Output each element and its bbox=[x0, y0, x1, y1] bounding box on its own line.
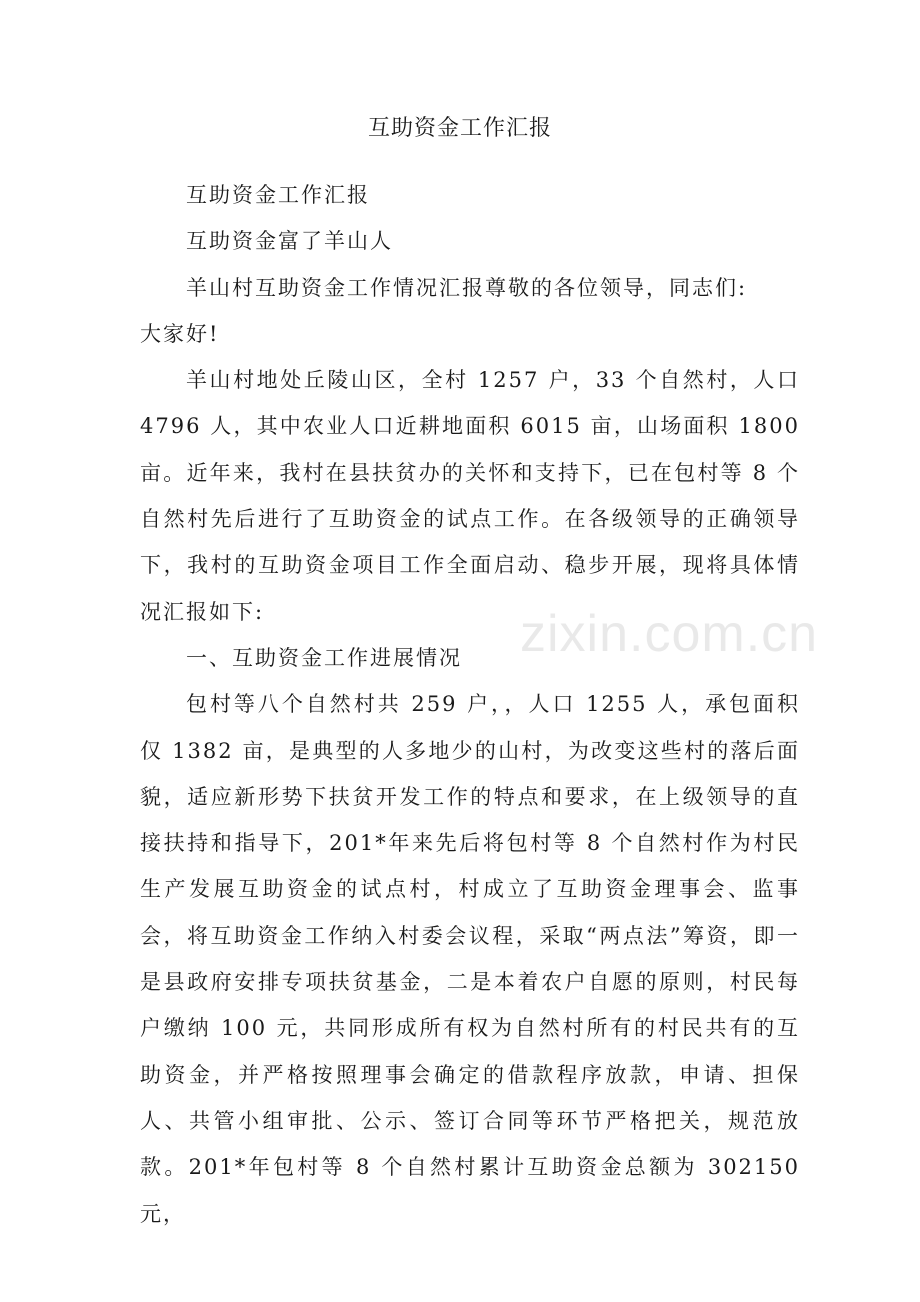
watermark-logo: zixin.com.cn bbox=[520, 605, 819, 663]
document-title: 互助资金工作汇报 bbox=[367, 116, 552, 141]
section-heading-progress: 一、互助资金工作进展情况 bbox=[186, 645, 462, 670]
paragraph-progress-details: 包村等八个自然村共 259 户，，人口 1255 人，承包面积仅 1382 亩，是典型的人多地少的山村，为改变这些村的落后面貌，适应新形势下扶贫开发工作的特点和要求，在上级领导的直接扶持和指导下，201*年来先后将包村等 8 个自然村作为村民生产发展互助资金的试点村，村成立了互助资金理事会、监事会，将互助资金工作纳入村委会议程，采取“两点法”筹资，即一是县政府安排专项扶贫基金，二是本着农户自愿的原则，村民每户缴纳 100 元，共同形成所有权为自然村所有的村民共有的互助资金，并严格按照理事会确定的借款程序放款，申请、担保人、共管小组审批、公示、签订合同等环节严格把关，规范放款。201*年包村等 8 个自然村累计互助资金总额为 302150 元， bbox=[140, 692, 800, 1226]
paragraph-subtitle: 互助资金富了羊山人 bbox=[186, 229, 393, 254]
paragraph-salutation: 羊山村互助资金工作情况汇报尊敬的各位领导，同志们: bbox=[186, 275, 748, 300]
paragraph-heading: 互助资金工作汇报 bbox=[186, 183, 370, 207]
paragraph-overview: 羊山村地处丘陵山区，全村 1257 户，33 个自然村，人口 4796 人，其中农业人口近耕地面积 6015 亩，山场面积 1800 亩。近年来，我村在县扶贫办的关怀和支持下，已在包村等 8 个自然村先后进行了互助资金的试点工作。在各级领导的正确领导下，我村的互助资金项目工作全面启动、稳步开展，现将具体情况汇报如下: bbox=[140, 368, 800, 624]
document-body bbox=[140, 172, 800, 1237]
paragraph-greeting: 大家好! bbox=[140, 321, 220, 346]
